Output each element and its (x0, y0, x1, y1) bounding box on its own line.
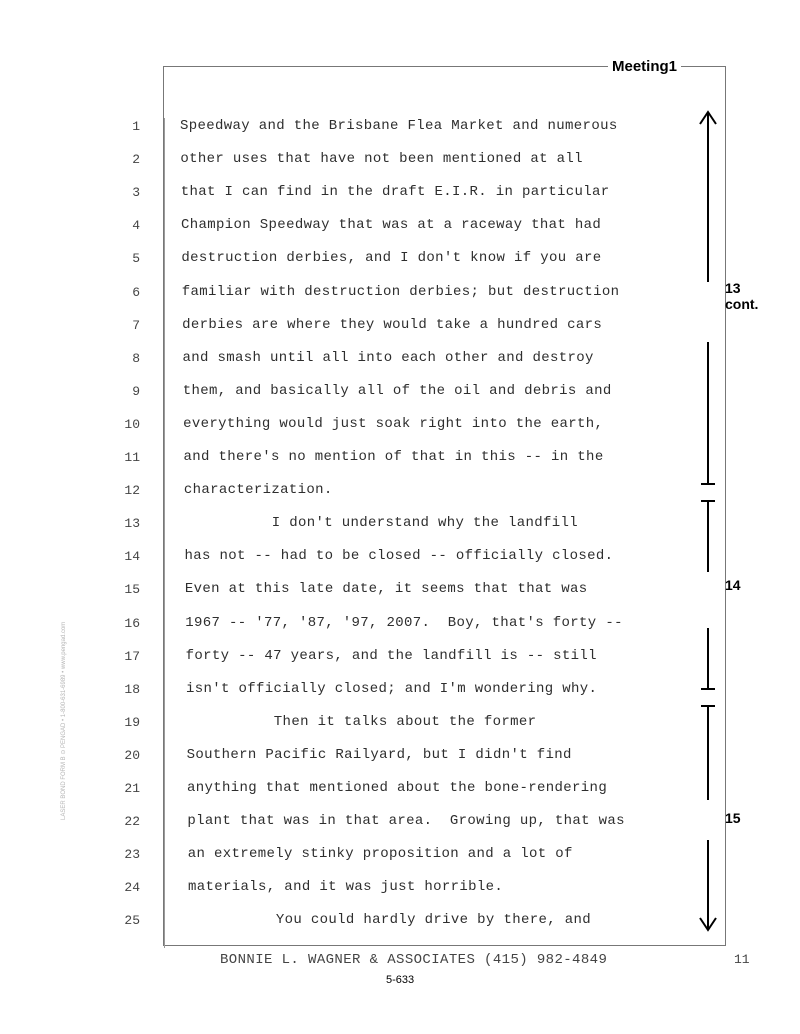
line-number: 10 (124, 416, 140, 432)
line-number: 24 (124, 880, 140, 896)
line-number: 22 (124, 814, 140, 830)
line-number: 25 (124, 913, 140, 929)
transcript-line: I don't understand why the landfill (184, 515, 578, 532)
transcript-line: has not -- had to be closed -- officially closed. (184, 548, 614, 565)
line-number: 9 (132, 383, 140, 399)
transcript-line: Southern Pacific Railyard, but I didn't find (186, 746, 572, 763)
line-number: 13 (124, 516, 140, 532)
line-number: 4 (132, 218, 140, 234)
transcript-line: other uses that have not been mentioned at all (180, 151, 583, 168)
transcript-line: an extremely stinky proposition and a lot of (187, 846, 573, 863)
line-number: 2 (132, 152, 140, 168)
line-number: 1 (132, 119, 140, 134)
line-number: 17 (124, 648, 140, 664)
line-number: 8 (132, 350, 140, 366)
comment-number: 13 (725, 280, 741, 296)
page-number: 11 (734, 952, 750, 967)
line-number: 16 (124, 615, 140, 631)
line-number: 15 (124, 582, 140, 598)
line-number: 3 (132, 185, 140, 201)
transcript-line: 1967 -- '77, '87, '97, 2007. Boy, that's forty -- (185, 614, 623, 631)
reporter-footer: BONNIE L. WAGNER & ASSOCIATES (415) 982-4849 (220, 952, 608, 968)
transcript-line: that I can find in the draft E.I.R. in particular (180, 184, 610, 201)
transcript-line: familiar with destruction derbies; but destruction (181, 283, 620, 300)
transcript-line: Even at this late date, it seems that that was (184, 581, 588, 598)
line-number: 6 (132, 284, 140, 300)
transcript-line: You could hardly drive by there, and (188, 912, 591, 929)
paper-form-mark: LASER BOND FORM B ⊙ PENGAD • 1-800-631-6989 • www.pengad.com (61, 621, 67, 820)
line-number: 11 (124, 450, 140, 465)
comment-continued: cont. (725, 296, 759, 312)
transcript-line: plant that was in that area. Growing up, that was (187, 813, 625, 830)
comment-label-13 (725, 280, 758, 312)
transcript-line: anything that mentioned about the bone-rendering (187, 780, 608, 796)
transcript-line: derbies are where they would take a hundred cars (182, 316, 603, 333)
line-number: 20 (124, 747, 140, 763)
transcript-line: destruction derbies, and I don't know if you are (181, 250, 602, 267)
transcript-line: characterization. (183, 482, 333, 499)
transcript-line: everything would just soak right into the earth, (183, 415, 604, 432)
comment-bracket-14 (701, 501, 715, 689)
line-number: 23 (124, 847, 140, 863)
transcript-line: and there's no mention of that in this -- in the (183, 449, 604, 465)
line-number: 12 (124, 483, 140, 499)
transcript-line: Speedway and the Brisbane Flea Market and numerous (180, 118, 618, 134)
line-number: 5 (132, 251, 140, 267)
line-number: 7 (132, 317, 140, 333)
transcript-line: Champion Speedway that was at a raceway that had (181, 217, 602, 234)
comment-bracket-13 (700, 112, 716, 484)
transcript-line: materials, and it was just horrible. (188, 879, 504, 896)
transcript-line: forty -- 47 years, and the landfill is -- still (185, 647, 597, 664)
transcript-line: and smash until all into each other and destroy (182, 349, 594, 366)
comment-label-15: 15 (725, 810, 741, 826)
transcript-line: isn't officially closed; and I'm wondering why. (185, 680, 598, 697)
line-number: 19 (124, 714, 140, 730)
transcript-line: them, and basically all of the oil and debris and (182, 382, 612, 399)
comment-bracket-15 (700, 706, 716, 930)
document-code: 5-633 (386, 974, 415, 986)
comment-label-14: 14 (725, 577, 741, 593)
meeting-label: Meeting1 (608, 58, 681, 75)
line-number: 21 (124, 781, 140, 796)
transcript-line: Then it talks about the former (186, 713, 537, 730)
line-number: 18 (124, 681, 140, 697)
line-number: 14 (124, 549, 140, 565)
